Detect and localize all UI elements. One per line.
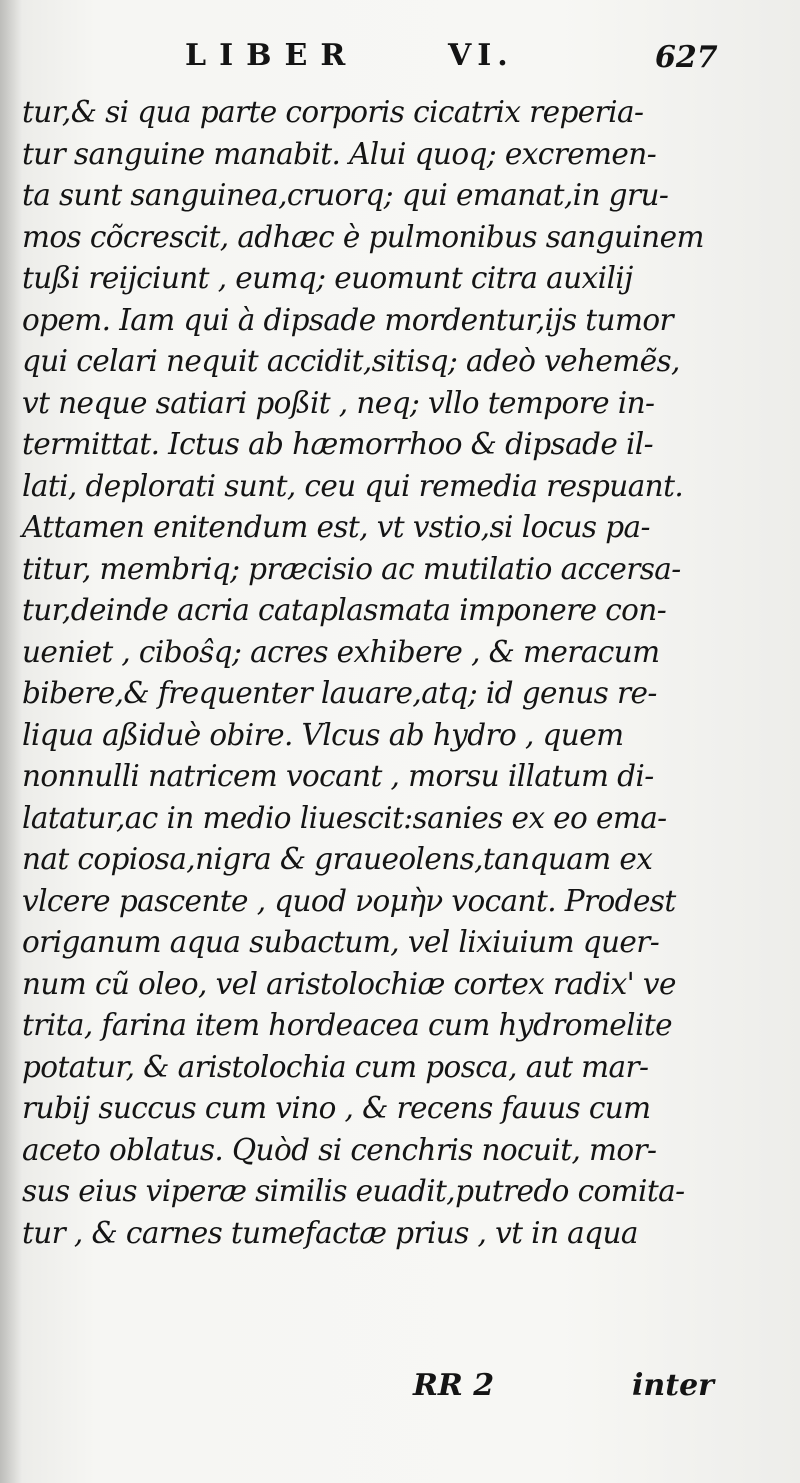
page-header xyxy=(0,38,800,88)
text-line: num cũ oleo, vel aristolochiæ cortex radix' ve xyxy=(22,966,676,1001)
text-line: vt neque satiari poßit , neq; vllo tempore in- xyxy=(22,385,655,420)
running-head-book-number: VI. xyxy=(448,38,514,73)
text-line: vlcere pascente , quod νομὴν vocant. Prodest xyxy=(22,883,676,918)
text-line: ta sunt sanguinea,cruorq; qui emanat,in gru- xyxy=(22,178,669,212)
text-line: rubij succus cum vino , & recens fauus cum xyxy=(22,1091,651,1125)
text-line: nonnulli natricem vocant , morsu illatum di- xyxy=(22,759,654,793)
page-footer xyxy=(0,1368,800,1418)
text-line: qui celari nequit accidit,sitisq; adeò vehemẽs, xyxy=(22,344,680,378)
text-line: tußi reijciunt , eumq; euomunt citra auxilij xyxy=(22,261,633,295)
text-line: potatur, & aristolochia cum posca, aut mar- xyxy=(22,1049,649,1084)
text-line: tur sanguine manabit. Alui quoq; excremen- xyxy=(22,136,657,171)
text-line: Attamen enitendum est, vt vstio,si locus pa- xyxy=(22,510,650,544)
text-line: tur , & carnes tumefactæ prius , vt in aqua xyxy=(22,1215,638,1250)
text-line: liqua aßiduè obire. Vlcus ab hydro , quem xyxy=(22,717,624,752)
text-line: origanum aqua subactum, vel lixiuium quer- xyxy=(22,925,660,959)
text-line: sus eius viperæ similis euadit,putredo comita- xyxy=(22,1174,685,1208)
body-text xyxy=(22,92,702,1254)
text-line: termittat. Ictus ab hæmorrhoo & dipsade il- xyxy=(22,427,654,461)
page-number: 627 xyxy=(655,40,718,75)
text-line: tur,deinde acria cataplasmata imponere con- xyxy=(22,593,667,627)
text-line: ueniet , ciboŝq; acres exhibere , & meracum xyxy=(22,634,660,669)
text-line: opem. Iam qui à dipsade mordentur,ijs tumor xyxy=(22,302,673,337)
text-line: aceto oblatus. Quòd si cenchris nocuit, mor- xyxy=(22,1132,657,1167)
text-line: trita, farina item hordeacea cum hydromelite xyxy=(22,1008,672,1042)
running-head-liber: LIBER xyxy=(185,38,359,73)
gutter-shadow xyxy=(0,0,22,1483)
text-line: titur, membriq; præcisio ac mutilatio accersa- xyxy=(22,551,681,586)
text-line: bibere,& frequenter lauare,atq; id genus re- xyxy=(22,676,657,710)
text-line: latatur,ac in medio liuescit:sanies ex eo ema- xyxy=(22,800,667,835)
text-line: lati, deplorati sunt, ceu qui remedia respuant. xyxy=(22,468,684,503)
catchword: inter xyxy=(632,1368,714,1403)
signature-mark: RR 2 xyxy=(413,1368,495,1403)
text-line: mos cõcrescit, adhæc è pulmonibus sanguinem xyxy=(22,219,704,254)
text-line: tur,& si qua parte corporis cicatrix reperia- xyxy=(22,95,644,129)
text-line: nat copiosa,nigra & graueolens,tanquam ex xyxy=(22,842,653,876)
